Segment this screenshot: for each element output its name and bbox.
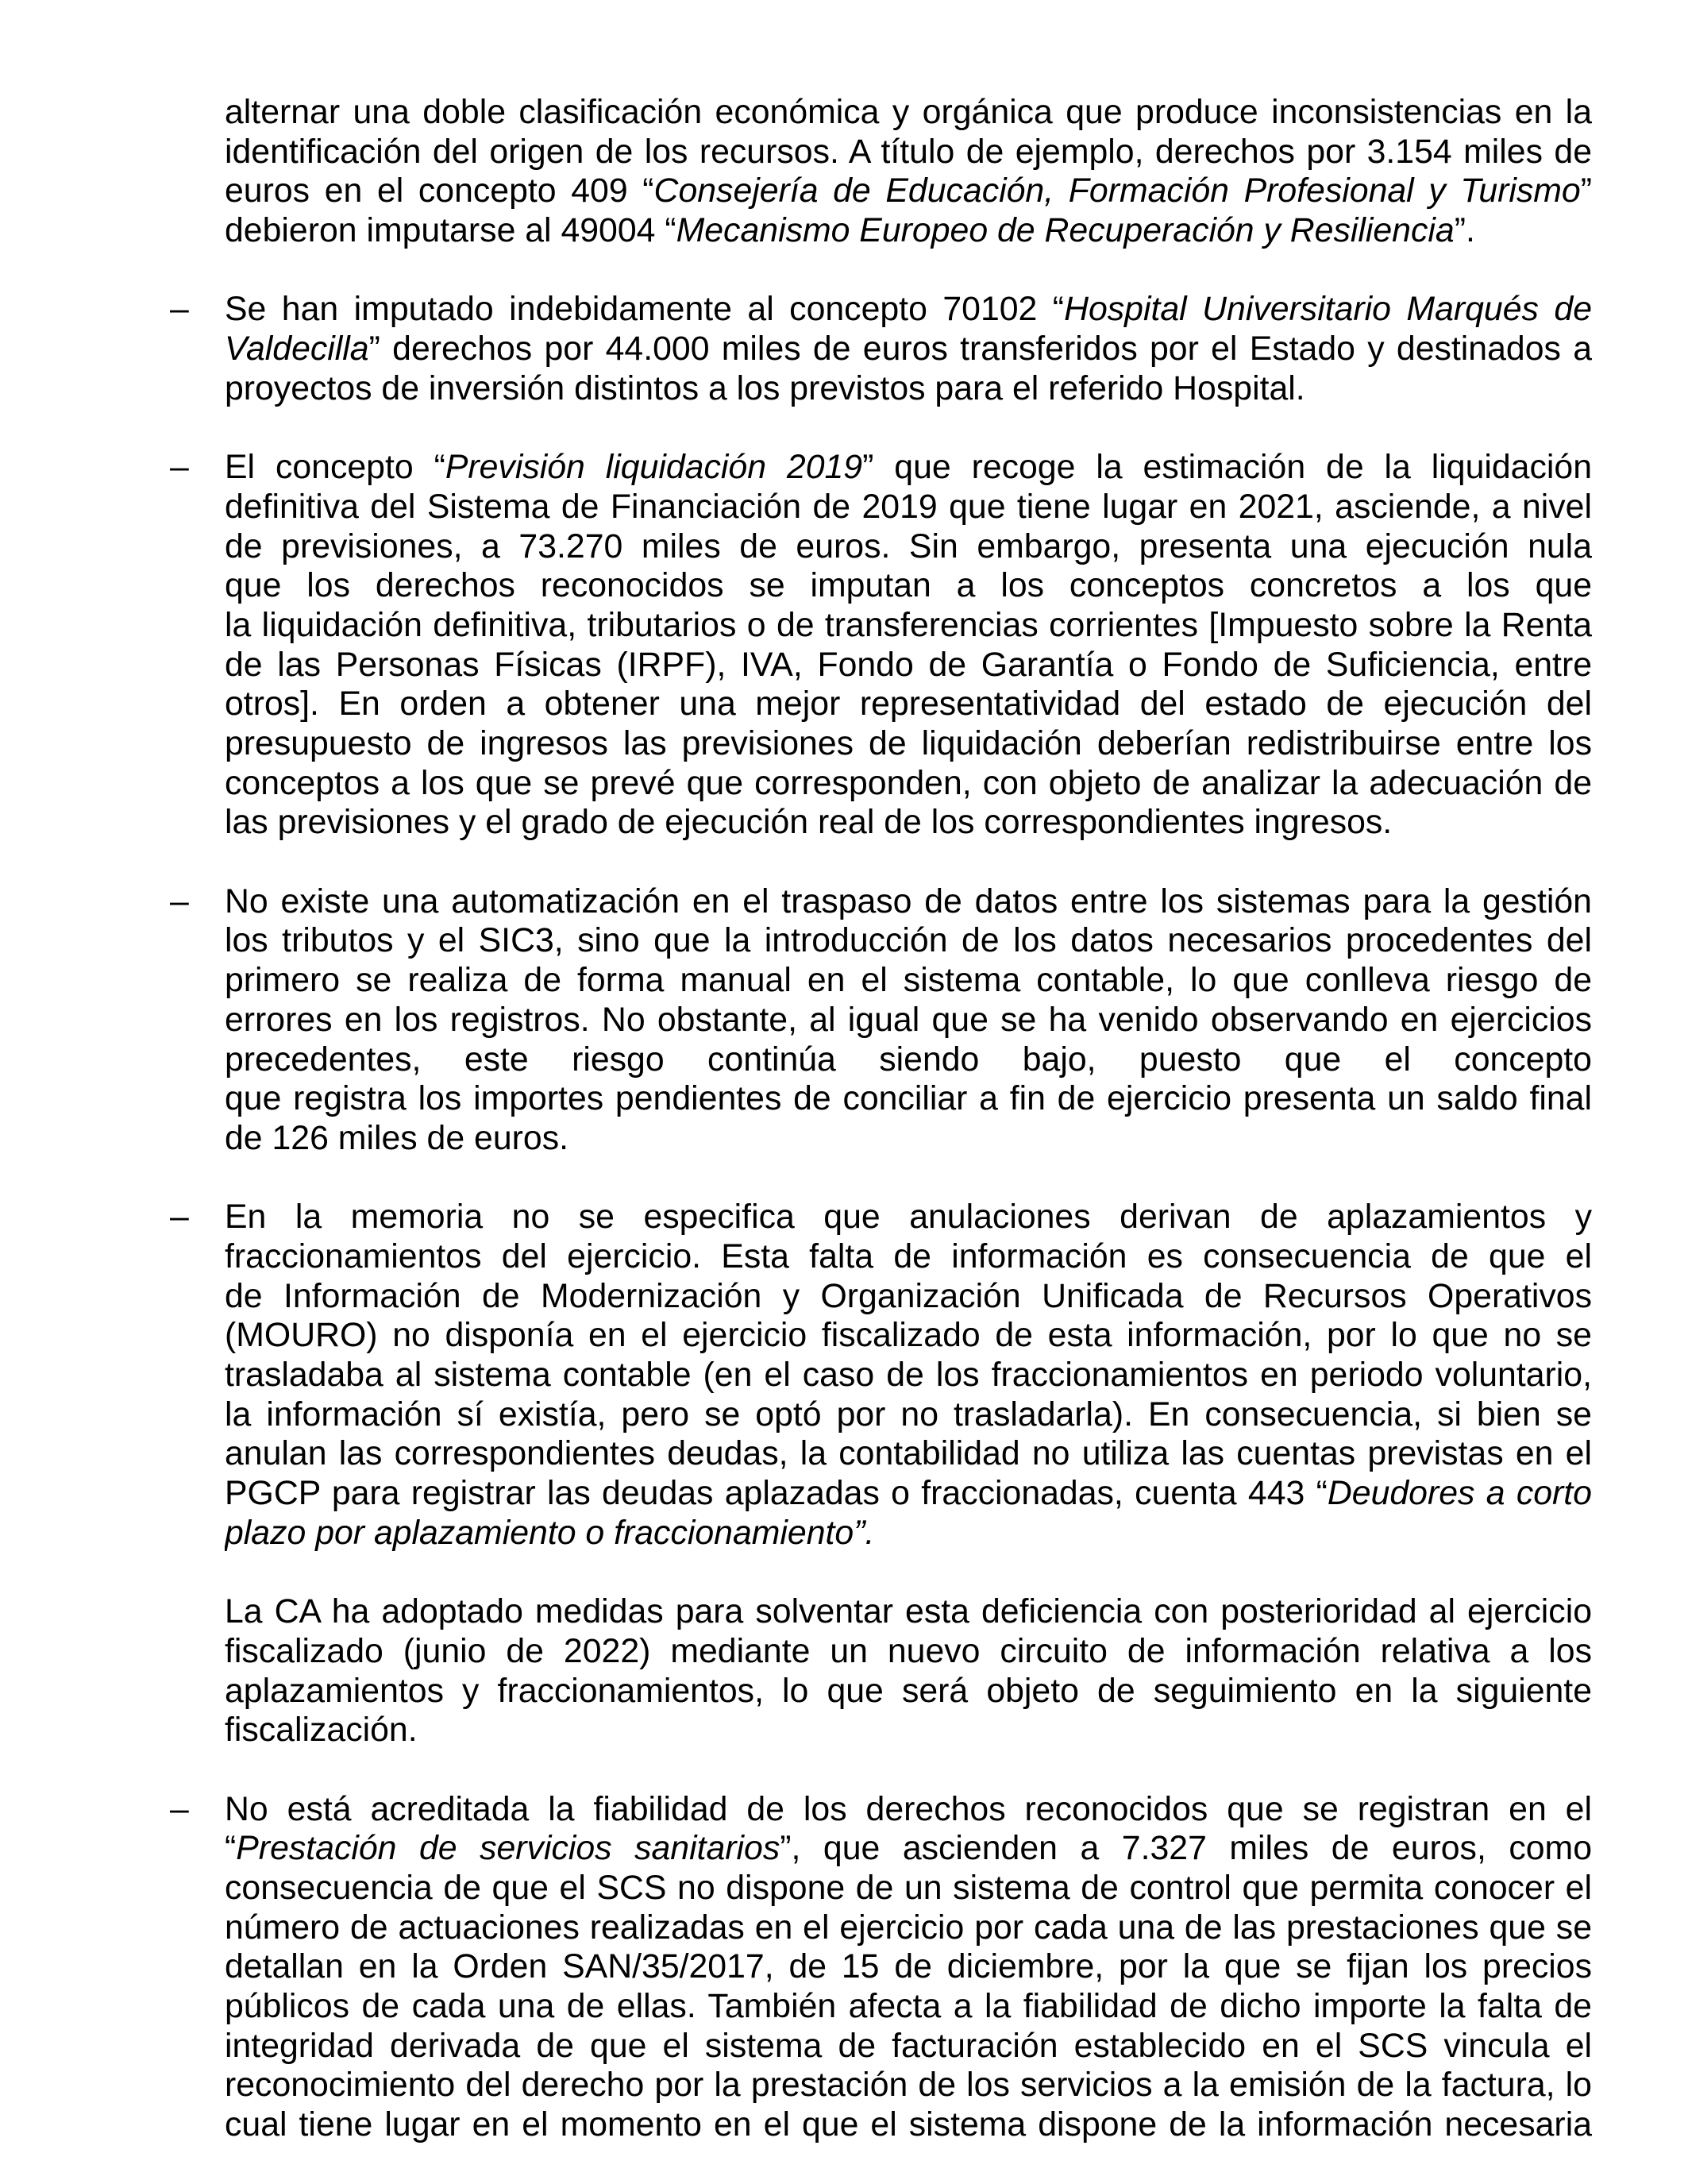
text-line — [225, 330, 1592, 369]
text-segment: de Información de Modernización y Organización Unificada de Recursos Operativos — [225, 1276, 1592, 1315]
text-segment: proyectos de inversión distintos a los previstos para el referido Hospital. — [225, 369, 1305, 407]
text-segment: ”, que ascienden a 7.327 miles de euros, como — [780, 1829, 1592, 1868]
text-segment: “ — [225, 1829, 237, 1868]
text-segment: primero se realiza de forma manual en el sistema contable, lo que conlleva riesgo de — [225, 961, 1592, 1000]
text-segment: públicos de cada una de ellas. También afecta a la fiabilidad de dicho importe la falta de — [225, 1987, 1592, 2025]
text-line — [225, 1592, 1592, 1632]
text-segment: conceptos a los que se prevé que corresponden, con objeto de analizar la adecuación de — [225, 763, 1592, 802]
text-segment: ” derechos por 44.000 miles de euros transferidos por el Estado y destinados a — [368, 330, 1592, 369]
text-segment: No está acreditada la fiabilidad de los derechos reconocidos que se registran en el — [225, 1789, 1592, 1828]
text-segment: que los derechos reconocidos se imputan a los conceptos concretos a los que — [225, 566, 1592, 605]
text-segment: número de actuaciones realizadas en el ejercicio por cada una de las prestaciones que se — [225, 1908, 1592, 1947]
text-segment: Se han imputado indebidamente al concepto 70102 “ — [225, 290, 1065, 329]
text-segment: (MOURO) no disponía en el ejercicio fiscalizado de esta información, por lo que no se — [225, 1316, 1592, 1355]
text-segment: PGCP para registrar las deudas aplazadas o fraccionadas, cuenta 443 “ — [225, 1474, 1328, 1513]
text-line — [225, 172, 1592, 211]
text-segment: integridad derivada de que el sistema de facturación establecido en el SCS vincula el — [225, 2026, 1592, 2065]
text-segment: ”. — [1454, 211, 1475, 250]
text-segment: ” — [1580, 172, 1592, 210]
text-line — [225, 1316, 1592, 1356]
italic-title: Deudores a corto — [1327, 1474, 1592, 1513]
text-segment: reconocimiento del derecho por la prestación de los servicios a la emisión de la factura, lo — [225, 2066, 1592, 2105]
text-segment: En la memoria no se especifica que anulaciones derivan de aplazamientos y — [225, 1198, 1592, 1237]
text-segment: precedentes, este riesgo continúa siendo bajo, puesto que el concepto — [225, 1040, 1592, 1078]
text-segment: detallan en la Orden SAN/35/2017, de 15 de diciembre, por la que se fijan los precios — [225, 1947, 1592, 1986]
text-line — [225, 882, 1592, 922]
text-line — [225, 1119, 1592, 1159]
italic-title: Previsión liquidación 2019 — [445, 448, 863, 487]
bullet-dash-icon: – — [170, 1789, 189, 1828]
text-line — [225, 803, 1592, 843]
text-line — [225, 1434, 1592, 1474]
text-line — [225, 685, 1592, 724]
italic-title: Valdecilla — [225, 330, 369, 369]
text-segment: trasladaba al sistema contable (en el caso de los fraccionamientos en periodo voluntario, — [225, 1356, 1592, 1394]
text-segment: El concepto “ — [225, 448, 445, 487]
paragraph — [0, 1592, 1688, 1750]
text-segment: otros]. En orden a obtener una mejor representatividad del estado de ejecución del — [225, 685, 1592, 723]
italic-title: Consejería de Educación, Formación Profesional y Turismo — [653, 172, 1581, 210]
text-segment: definitiva del Sistema de Financiación de 2019 que tiene lugar en 2021, asciende, a nivel — [225, 487, 1592, 526]
italic-title: Mecanismo Europeo de Recuperación y Resiliencia — [676, 211, 1455, 250]
text-line — [225, 1198, 1592, 1237]
text-line — [225, 1632, 1592, 1672]
text-line — [225, 133, 1592, 172]
text-segment: No existe una automatización en el traspaso de datos entre los sistemas para la gestión — [225, 882, 1592, 920]
text-line — [225, 1277, 1592, 1317]
text-line — [225, 1987, 1592, 2027]
text-segment: fraccionamientos del ejercicio. Esta falta de información es consecuencia de que el — [225, 1237, 1592, 1275]
bullet-dash-icon: – — [170, 1198, 189, 1237]
text-segment: ” que recoge la estimación de la liquidación — [862, 448, 1592, 487]
text-line — [225, 1514, 1592, 1553]
text-line — [225, 921, 1592, 961]
text-segment: de las Personas Físicas (IRPF), IVA, Fondo de Garantía o Fondo de Suficiencia, entre — [225, 645, 1592, 684]
text-line — [225, 1711, 1592, 1750]
bullet-paragraph — [0, 1198, 1688, 1553]
text-segment: euros en el concepto 409 “ — [225, 172, 654, 210]
text-segment: anulan las correspondientes deudas, la contabilidad no utiliza las cuentas previstas en el — [225, 1434, 1592, 1473]
text-segment: la liquidación definitiva, tributarios o de transferencias corrientes [Impuesto sobre la Renta — [225, 605, 1592, 644]
italic-title: Prestación de servicios sanitarios — [236, 1829, 780, 1868]
text-line — [225, 1237, 1592, 1277]
text-line — [225, 1672, 1592, 1711]
document-body — [0, 93, 1688, 2184]
text-line — [225, 1395, 1592, 1435]
text-segment: aplazamientos y fraccionamientos, lo que será objeto de seguimiento en la siguiente — [225, 1671, 1592, 1710]
text-segment: la información sí existía, pero se optó por no trasladarla). En consecuencia, si bien se — [225, 1395, 1592, 1433]
text-segment: identificación del origen de los recursos. A título de ejemplo, derechos por 3.154 miles de — [225, 132, 1592, 171]
text-segment: de 126 miles de euros. — [225, 1118, 568, 1157]
text-segment: los tributos y el SIC3, sino que la introducción de los datos necesarios procedentes del — [225, 921, 1592, 960]
text-segment: presupuesto de ingresos las previsiones de liquidación deberían redistribuirse entre los — [225, 724, 1592, 762]
italic-title: plazo por aplazamiento o fraccionamiento”. — [225, 1513, 875, 1552]
bullet-paragraph — [0, 1790, 1688, 2145]
text-segment: alternar una doble clasificación económica y orgánica que produce inconsistencias en la — [225, 93, 1592, 131]
bullet-paragraph — [0, 290, 1688, 408]
italic-title: Hospital Universitario Marqués de — [1064, 290, 1592, 329]
text-line — [225, 2105, 1592, 2145]
bullet-dash-icon: – — [170, 290, 189, 329]
paragraph — [0, 93, 1688, 251]
text-line — [225, 2066, 1592, 2105]
text-line — [225, 606, 1592, 646]
text-line — [225, 1908, 1592, 1948]
text-line — [225, 1869, 1592, 1908]
text-line — [225, 527, 1592, 567]
text-segment: fiscalizado (junio de 2022) mediante un nuevo circuito de información relativa a los — [225, 1631, 1592, 1670]
text-segment: La CA ha adoptado medidas para solventar esta deficiencia con posterioridad al ejercicio — [225, 1592, 1592, 1631]
text-segment: debieron imputarse al 49004 “ — [225, 211, 676, 250]
text-segment: las previsiones y el grado de ejecución real de los correspondientes ingresos. — [225, 803, 1393, 842]
text-line — [225, 2027, 1592, 2066]
text-line — [225, 1079, 1592, 1119]
text-line — [225, 961, 1592, 1001]
text-line — [225, 1001, 1592, 1040]
text-line — [225, 646, 1592, 685]
bullet-dash-icon: – — [170, 882, 189, 920]
text-line — [225, 764, 1592, 804]
text-line — [225, 369, 1592, 409]
text-line — [225, 1790, 1592, 1830]
bullet-dash-icon: – — [170, 448, 189, 487]
text-line — [225, 724, 1592, 764]
text-line — [225, 290, 1592, 330]
bullet-paragraph — [0, 448, 1688, 843]
text-line — [225, 566, 1592, 606]
text-line — [225, 1829, 1592, 1869]
text-line — [225, 448, 1592, 488]
text-line — [225, 1474, 1592, 1514]
text-line — [225, 488, 1592, 527]
text-segment: errores en los registros. No obstante, al igual que se ha venido observando en ejercicios — [225, 1000, 1592, 1039]
text-segment: que registra los importes pendientes de conciliar a fin de ejercicio presenta un saldo final — [225, 1079, 1592, 1118]
bullet-paragraph — [0, 882, 1688, 1159]
text-line — [225, 1947, 1592, 1987]
text-segment: fiscalización. — [225, 1711, 418, 1750]
text-segment: de previsiones, a 73.270 miles de euros. Sin embargo, presenta una ejecución nula — [225, 527, 1592, 565]
text-segment: consecuencia de que el SCS no dispone de un sistema de control que permita conocer el — [225, 1868, 1592, 1907]
text-segment: cual tiene lugar en el momento en el que el sistema dispone de la información necesaria — [225, 2105, 1592, 2144]
text-line — [225, 93, 1592, 133]
text-line — [225, 1040, 1592, 1080]
text-line — [225, 211, 1592, 251]
text-line — [225, 1356, 1592, 1395]
